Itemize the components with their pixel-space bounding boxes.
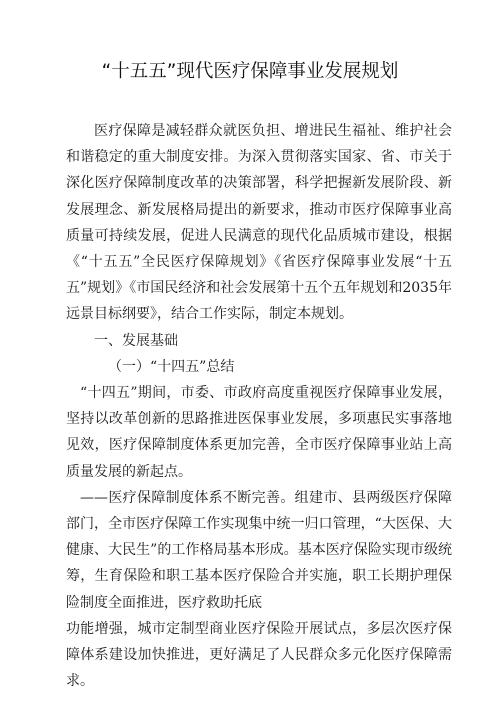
section-heading: 一、发展基础 bbox=[94, 332, 178, 349]
summary-paragraph: “十四五”期间，市委、市政府高度重视医疗保障事业发展，坚持以改革创新的思路推进医保事业发展，多项惠民实事落地见效，医疗保障制度体系更加完善，全市医疗保障事业站上高质量发展的新起点。 bbox=[66, 385, 452, 480]
system-paragraph-continued: 功能增强，城市定制型商业医疗保险开展试点，多层次医疗保障体系建设加快推进，更好满足了人民群众多元化医疗保障需求。 bbox=[66, 620, 452, 690]
document-body bbox=[66, 118, 452, 694]
system-paragraph: ——医疗保障制度体系不断完善。组建市、县两级医疗保障部门，全市医疗保障工作实现集中统一归口管理，“大医保、大健康、大民生”的工作格局基本形成。基本医疗保险实现市级统筹，生育保险和职工基本医疗保险合并实施，职工长期护理保险制度全面推进，医疗救助托底 bbox=[66, 489, 452, 611]
intro-paragraph: 医疗保障是减轻群众就医负担、增进民生福祉、维护社会和谐稳定的重大制度安排。为深入贯彻落实国家、省、市关于深化医疗保障制度改革的决策部署，科学把握新发展阶段、新发展理念、新发展格局提出的新要求，推动市医疗保障事业高质量可持续发展，促进人民满意的现代化品质城市建设，根据《“十五五”全民医疗保障规划》《省医疗保障事业发展“十五五”规划》《市国民经济和社会发展第十五个五年规划和2035年远景目标纲要》，结合工作实际，制定本规划。 bbox=[66, 123, 452, 323]
subsection-heading: （一）“十四五”总结 bbox=[108, 358, 235, 375]
document-title: “十五五”现代医疗保障事业发展规划 bbox=[101, 61, 399, 82]
